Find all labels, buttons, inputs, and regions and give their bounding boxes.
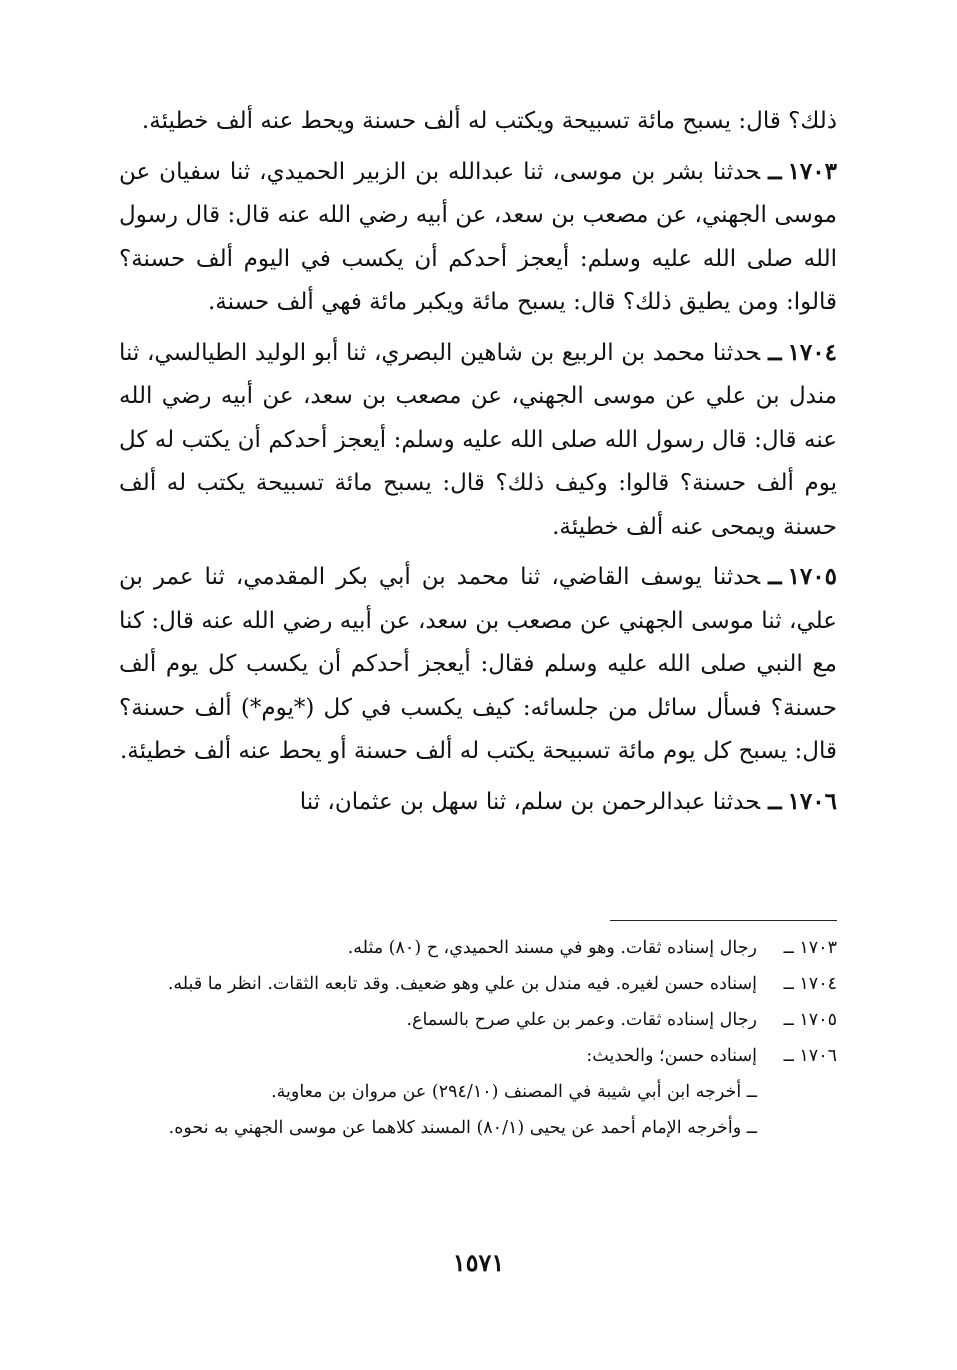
hadith-number-1705: ١٧٠٥ — [787, 563, 837, 590]
hadith-1704 — [119, 331, 837, 550]
hadith-text-1705: حدثنا يوسف القاضي، ثنا محمد بن أبي بكر المقدمي، ثنا عمر بن علي، ثنا موسى الجهني عن مصعب بن سعد، عن أبيه رضي الله عنه قال: كنا مع النبي صلى الله عليه وسلم فقال: أيعجز أحدكم أن يكسب كل يوم ألف حسنة؟ فسأل سائل من جلسائه: كيف يكسب في كل (*يوم*) ألف حسنة؟ قال: يسبح كل يوم مائة تسبيحة يكتب له ألف حسنة أو يحط عنه ألف خطيئة. — [119, 564, 837, 764]
footnote-text: رجال إسناده ثقات. وهو في مسند الحميدي، ح (٨٠) مثله. — [347, 938, 757, 958]
hadith-text-1704: حدثنا محمد بن الربيع بن شاهين البصري، ثنا أبو الوليد الطيالسي، ثنا مندل بن علي عن موسى الجهني، عن مصعب بن سعد، عن أبيه رضي الله عنه قال: قال رسول الله صلى الله عليه وسلم: أيعجز أحدكم أن يكتب له كل يوم ألف حسنة؟ قالوا: وكيف ذلك؟ قال: يسبح مائة تسبيحة يكتب له ألف حسنة ويمحى عنه ألف خطيئة. — [119, 339, 837, 540]
footnote-1703 — [119, 930, 837, 966]
main-text-body — [119, 100, 837, 830]
footnote-number: ١٧٠٤ ــ — [783, 974, 837, 994]
footnote-number: ١٧٠٣ ــ — [783, 938, 837, 958]
footnote-divider — [610, 920, 837, 921]
hadith-1703 — [119, 150, 837, 325]
footnote-1704 — [119, 966, 837, 1002]
page-number: ١٥٧١ — [452, 1248, 505, 1277]
footnote-subitem: ــ أخرجه ابن أبي شيبة في المصنف (٢٩٤/١٠) عن مروان بن معاوية. — [271, 1082, 757, 1102]
hadith-dash: ــ — [768, 157, 782, 185]
footnote-subitem: ــ وأخرجه الإمام أحمد عن يحيى (٨٠/١) المسند كلاهما عن موسى الجهني به نحوه. — [168, 1118, 757, 1138]
hadith-text-1706: حدثنا عبدالرحمن بن سلم، ثنا سهل بن عثمان، ثنا — [299, 788, 761, 815]
paragraph-continuation: ذلك؟ قال: يسبح مائة تسبيحة ويكتب له ألف حسنة ويحط عنه ألف خطيئة. — [141, 108, 837, 134]
hadith-number-1703: ١٧٠٣ — [787, 157, 837, 185]
footnote-number: ١٧٠٥ ــ — [783, 1010, 837, 1030]
hadith-1706 — [119, 780, 837, 825]
hadith-text-1703: حدثنا بشر بن موسى، ثنا عبدالله بن الزبير الحميدي، ثنا سفيان عن موسى الجهني، عن مصعب بن سعد، عن أبيه رضي الله عنه قال: قال رسول الله صلى الله عليه وسلم: أيعجز أحدكم أن يكسب في اليوم ألف حسنة؟ قالوا: ومن يطيق ذلك؟ قال: يسبح مائة ويكبر مائة فهي ألف حسنة. — [119, 158, 837, 315]
hadith-dash: ــ — [768, 563, 782, 590]
hadith-dash: ــ — [768, 787, 782, 815]
footnote-text: رجال إسناده ثقات. وعمر بن علي صرح بالسماع. — [406, 1010, 757, 1030]
footnote-1706 — [119, 1038, 837, 1074]
hadith-1705 — [119, 555, 837, 774]
hadith-number-1704: ١٧٠٤ — [787, 338, 837, 366]
footnote-text: إسناده حسن؛ والحديث: — [586, 1046, 757, 1066]
footnote-text: إسناده حسن لغيره. فيه مندل بن علي وهو ضعيف. وقد تابعه الثقات. انظر ما قبله. — [167, 974, 757, 994]
hadith-dash: ــ — [768, 338, 782, 366]
hadith-number-1706: ١٧٠٦ — [787, 787, 837, 815]
footnote-number: ١٧٠٦ ــ — [783, 1046, 837, 1066]
footnote-1705 — [119, 1002, 837, 1038]
footnotes-section — [119, 930, 837, 1146]
